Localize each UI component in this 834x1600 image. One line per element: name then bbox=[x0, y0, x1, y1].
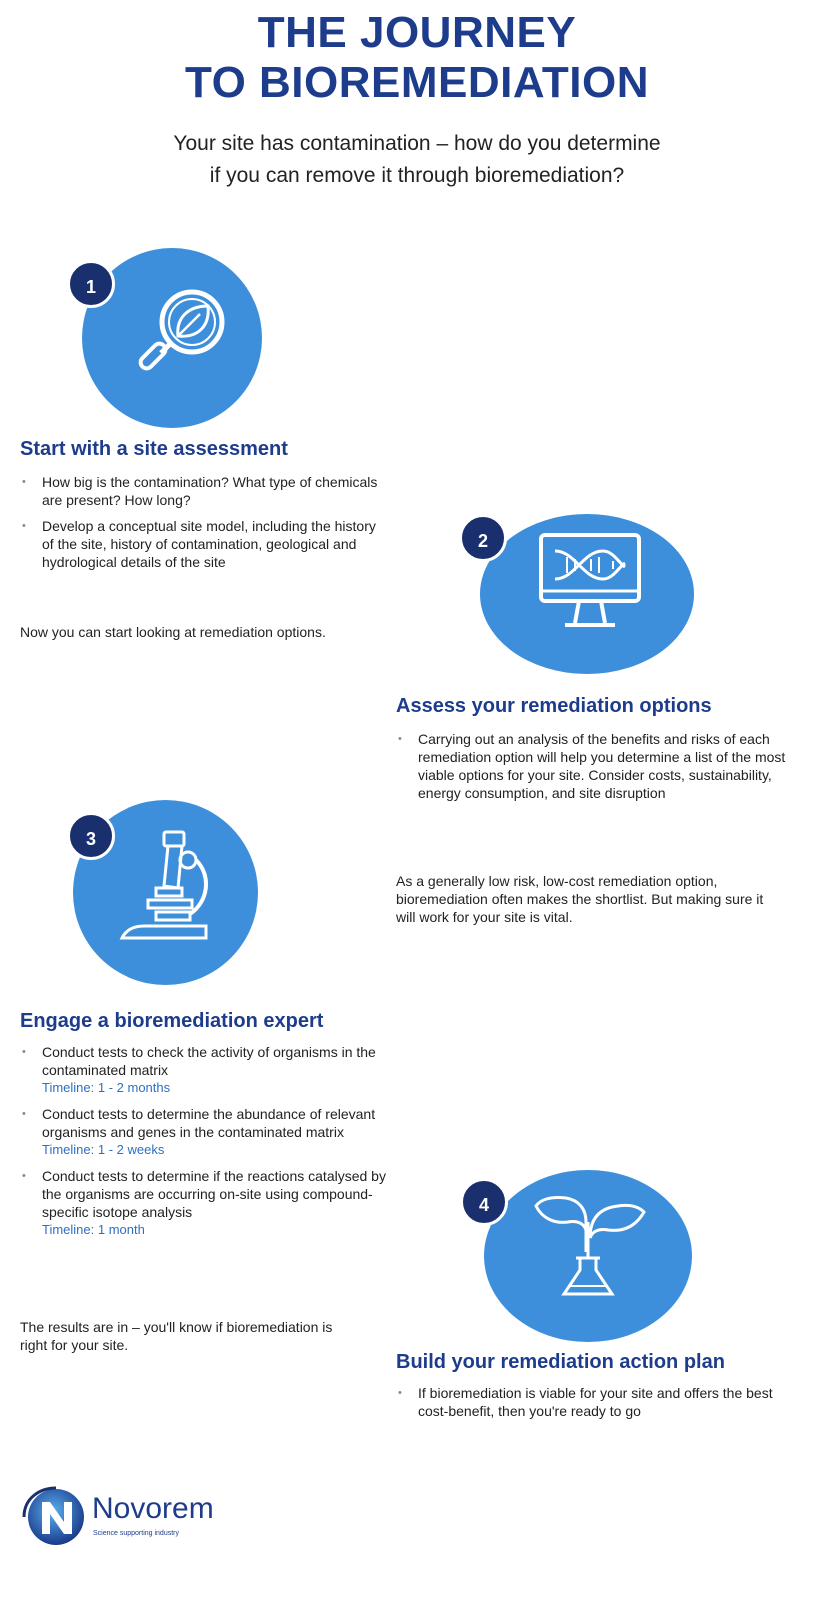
magnifier-leaf-icon bbox=[128, 278, 238, 388]
list-item: • How big is the contamination? What type of chemicals are present? How long? bbox=[20, 473, 388, 509]
list-item: • If bioremediation is viable for your site and offers the best cost-benefit, then you're ready to go bbox=[396, 1384, 790, 1420]
step-3-heading: Engage a bioremediation expert bbox=[20, 1010, 324, 1032]
logo-tagline: Science supporting industry bbox=[93, 1530, 179, 1537]
page-subtitle bbox=[0, 128, 834, 192]
bullet-text: Conduct tests to determine if the reactions catalysed by the organisms are occurring on-site using compound-specific isotope analysis bbox=[42, 1168, 386, 1220]
step-3-bullets bbox=[20, 1043, 388, 1247]
timeline-label: Timeline: 1 month bbox=[42, 1222, 145, 1237]
step-1-note: Now you can start looking at remediation options. bbox=[20, 624, 326, 640]
list-item: • Develop a conceptual site model, including the history of the site, history of contamination, geological and hydrological details of the site bbox=[20, 517, 388, 571]
list-item bbox=[20, 1167, 388, 1239]
bullet-text: Conduct tests to determine the abundance of relevant organisms and genes in the contaminated matrix bbox=[42, 1106, 376, 1140]
step-1-bullets bbox=[20, 473, 388, 579]
step-2-bullets bbox=[396, 730, 790, 810]
timeline-label: Timeline: 1 - 2 months bbox=[42, 1080, 171, 1095]
title-line-1: THE JOURNEY bbox=[257, 8, 577, 57]
subtitle-line-2: if you can remove it through bioremediation? bbox=[209, 164, 625, 187]
step-4-heading: Build your remediation action plan bbox=[396, 1351, 725, 1373]
bullet-text: Conduct tests to check the activity of organisms in the contaminated matrix bbox=[42, 1044, 376, 1078]
novorem-logo-icon bbox=[20, 1484, 86, 1550]
step-2-heading: Assess your remediation options bbox=[396, 695, 712, 717]
step-3-note: The results are in – you'll know if bioremediation is right for your site. bbox=[20, 1319, 333, 1353]
microscope-icon bbox=[112, 826, 222, 946]
step-2-note: As a generally low risk, low-cost remediation option, bioremediation often makes the shortlist. But making sure it will work for your site is vital. bbox=[396, 873, 764, 925]
title-line-2: TO BIOREMEDIATION bbox=[185, 58, 649, 107]
step-1-heading: Start with a site assessment bbox=[20, 438, 288, 460]
step-2-badge: 2 bbox=[459, 514, 507, 562]
list-item bbox=[20, 1043, 388, 1097]
page-title bbox=[0, 8, 834, 108]
list-item: • Carrying out an analysis of the benefits and risks of each remediation option will help you determine a list of the most viable options for your site. Consider costs, sustainability, energy consumption, and site disruption bbox=[396, 730, 790, 802]
list-item bbox=[20, 1105, 388, 1159]
flask-plant-icon bbox=[528, 1182, 648, 1302]
step-1-badge: 1 bbox=[67, 260, 115, 308]
logo-name: Novorem bbox=[92, 1492, 214, 1525]
timeline-label: Timeline: 1 - 2 weeks bbox=[42, 1142, 165, 1157]
step-4-badge: 4 bbox=[460, 1178, 508, 1226]
subtitle-line-1: Your site has contamination – how do you determine bbox=[173, 132, 661, 155]
monitor-dna-icon bbox=[535, 527, 645, 637]
step-4-bullets bbox=[396, 1384, 790, 1428]
step-3-badge: 3 bbox=[67, 812, 115, 860]
